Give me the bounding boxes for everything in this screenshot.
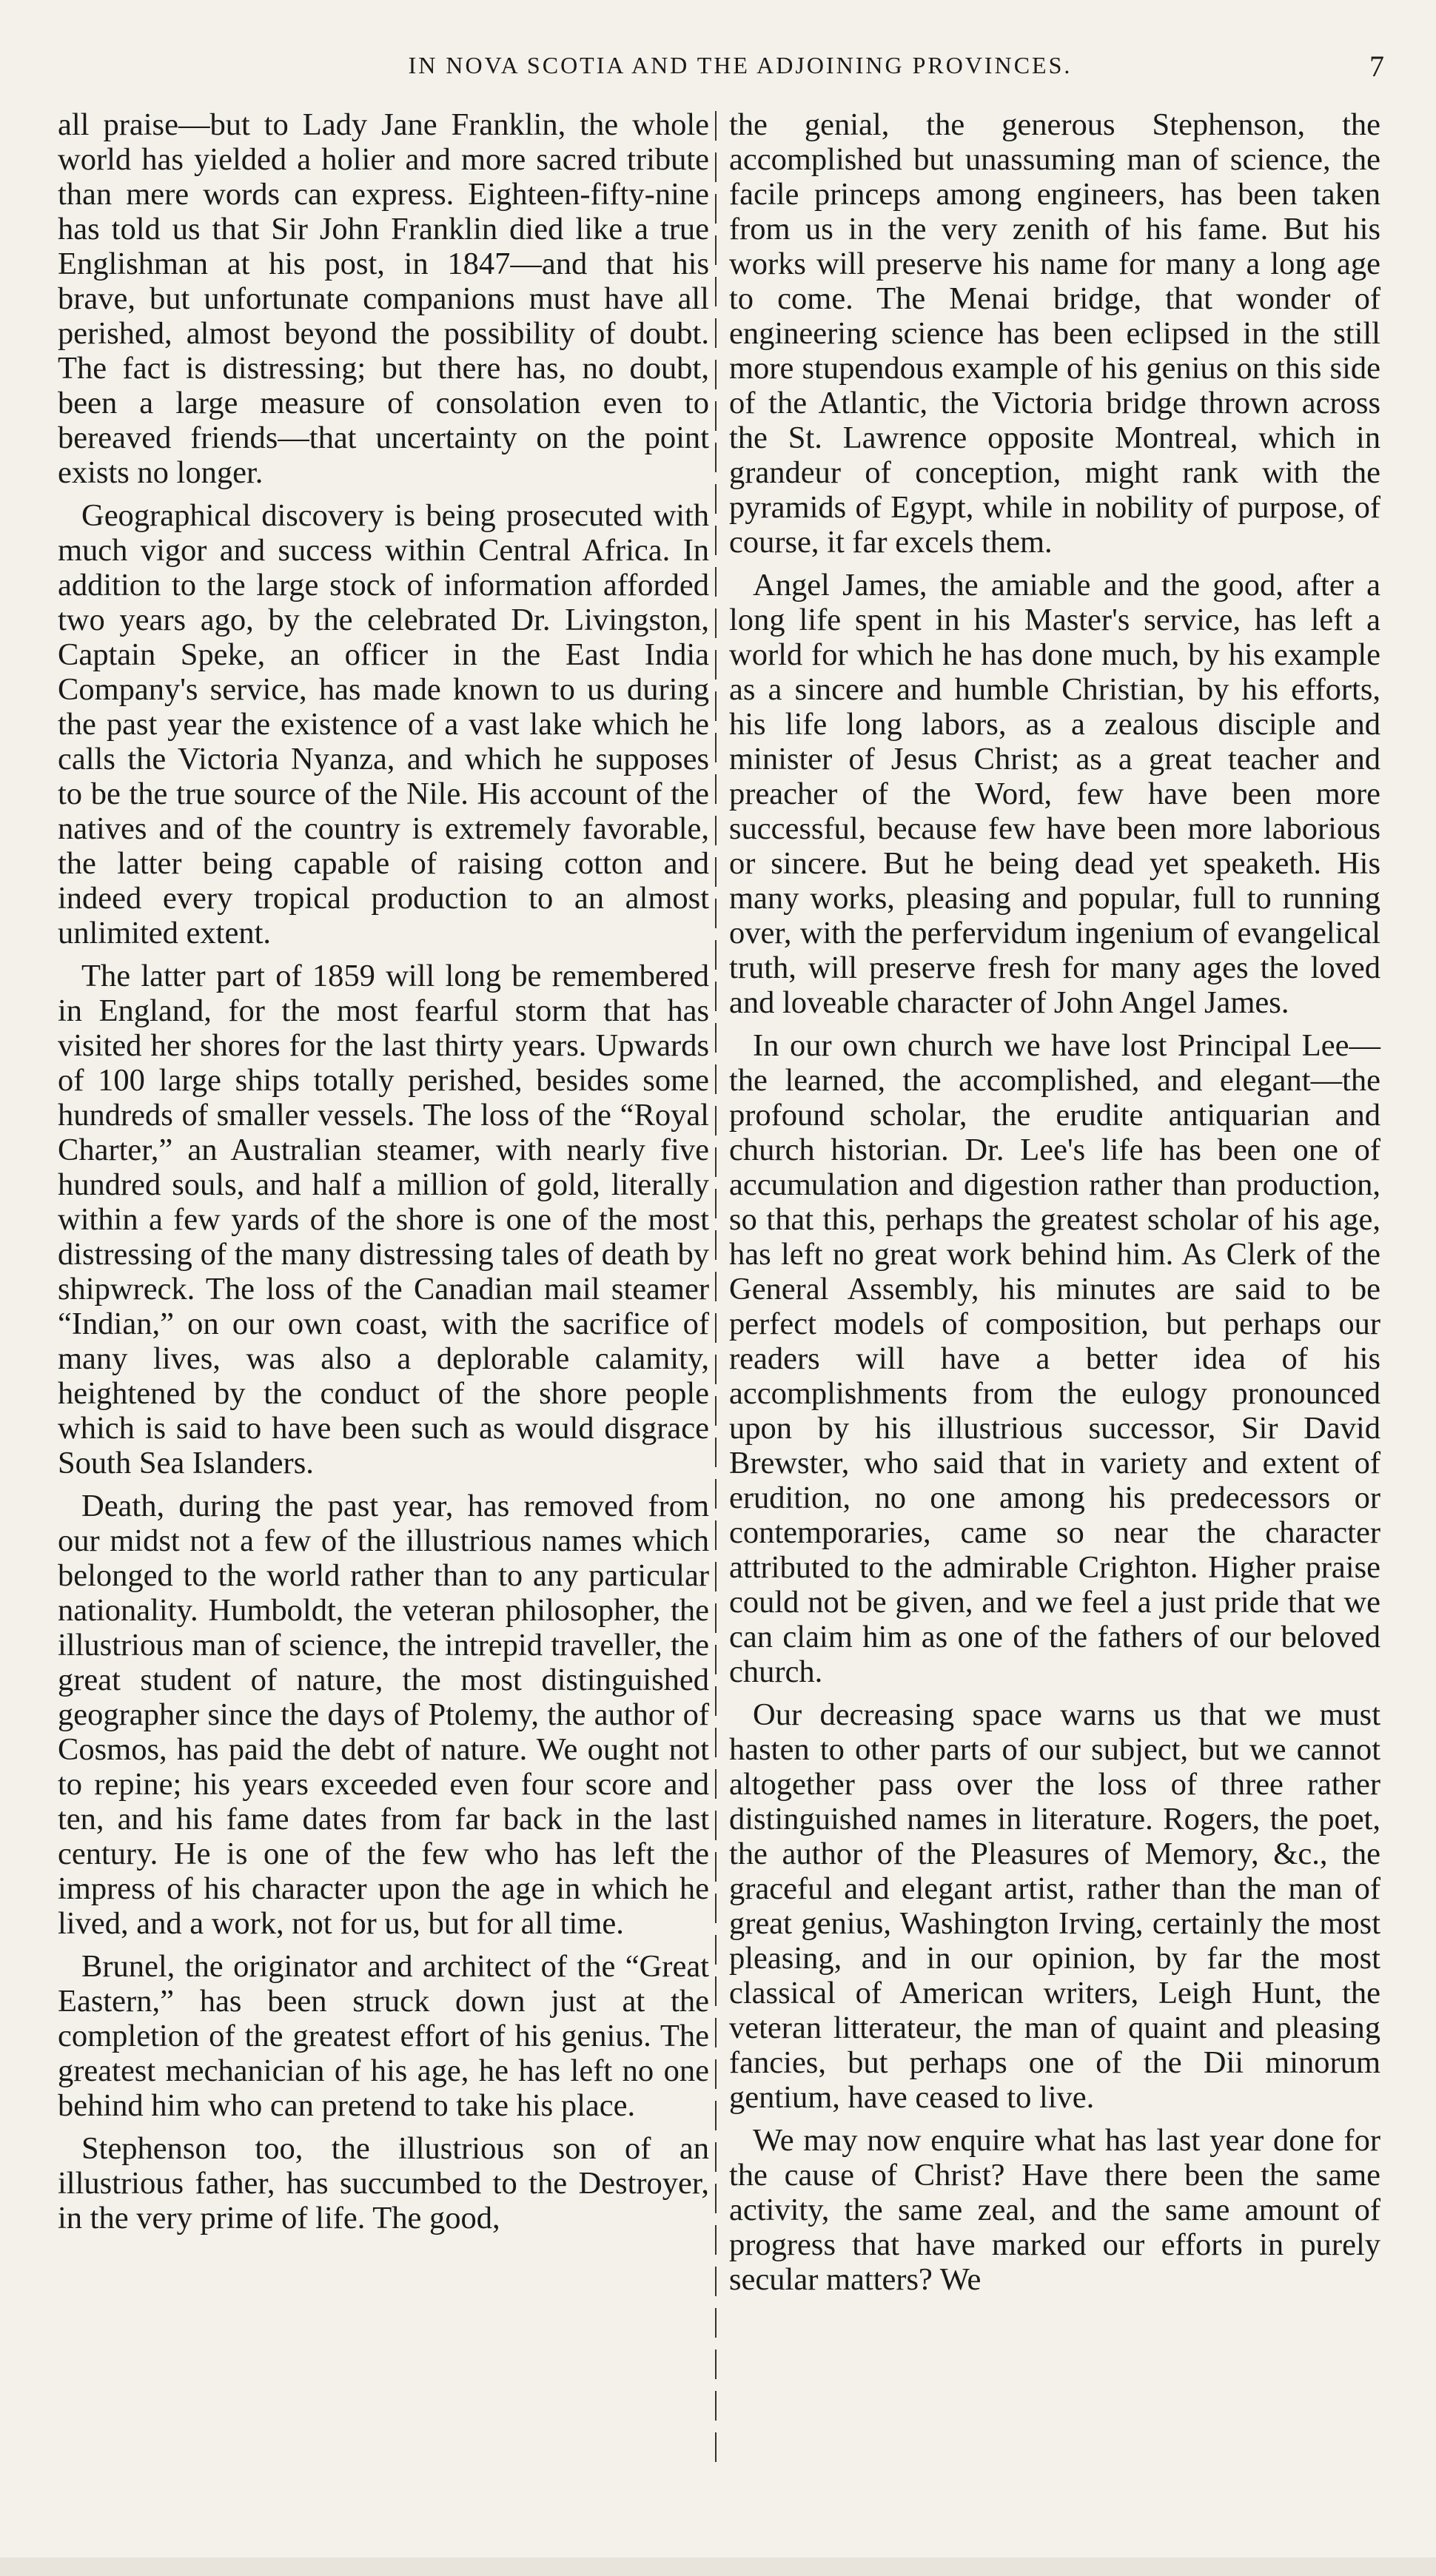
paragraph-angel-james: Angel James, the amiable and the good, after a long life spent in his Master's service, has left a world for which he has done much, by his example as a sincere and humble Christian, by his efforts, his life long labors, as a zealous disciple and minister of Jesus Christ; as a great teacher and preacher of the Word, few have been more successful, because few have been more laborious or sincere. But he being dead yet speaketh. His many works, pleasing and popular, full to running over, with the perfervidum ingenium of evangelical truth, will preserve fresh for many ages the loved and loveable character of John Angel James. xyxy=(729,568,1380,1020)
paragraph-africa: Geographical discovery is being prosecuted with much vigor and success within Central Africa. In addition to the large stock of information afforded two years ago, by the celebrated Dr. Livingston, Captain Speke, an officer in the East India Company's service, has made known to us during the past year the existence of a vast lake which he calls the Victoria Nyanza, and which he supposes to be the true source of the Nile. His account of the natives and of the country is extremely favorable, the latter being capable of raising cotton and indeed every tropical production to an almost unlimited extent. xyxy=(58,498,709,950)
paragraph-brunel: Brunel, the originator and architect of the “Great Eastern,” has been struck down just at the completion of the greatest effort of his genius. The greatest mechanician of his age, he has left no one behind him who can pretend to take his place. xyxy=(58,1949,709,2123)
column-divider xyxy=(715,111,717,2465)
bottom-margin xyxy=(0,2557,1436,2576)
paragraph-stephenson: Stephenson too, the illustrious son of an illustrious father, has succumbed to the Destroyer, in the very prime of life. The good, xyxy=(58,2131,709,2235)
paragraph-humboldt: Death, during the past year, has removed from our midst not a few of the illustrious names which belonged to the world rather than to any particular nationality. Humboldt, the veteran philosopher, the illustrious man of science, the intrepid traveller, the great student of nature, the most distinguished geographer since the days of Ptolemy, the author of Cosmos, has paid the debt of nature. We ought not to repine; his years exceeded even four score and ten, and his fame dates from far back in the last century. He is one of the few who has left the impress of his character upon the age in which he lived, and a work, not for us, but for all time. xyxy=(58,1489,709,1941)
paragraph-stephenson-cont: the genial, the generous Stephenson, the accomplished but unassuming man of science, the facile princeps among engineers, has been taken from us in the very zenith of his fame. But his works will preserve his name for many a long age to come. The Menai bridge, that wonder of engineering science has been eclipsed in the still more stupendous example of his genius on this side of the Atlantic, the Victoria bridge thrown across the St. Lawrence opposite Montreal, which in grandeur of conception, might rank with the pyramids of Egypt, while in nobility of purpose, of course, it far excels them. xyxy=(729,107,1380,560)
paragraph-literature: Our decreasing space warns us that we must hasten to other parts of our subject, but we cannot altogether pass over the loss of three rather distinguished names in literature. Rogers, the poet, the author of the Pleasures of Memory, &c., the graceful and elegant artist, rather than the man of great genius, Washington Irving, certainly the most pleasing, and in our opinion, by far the most classical of American writers, Leigh Hunt, the veteran litterateur, the man of quaint and pleasing fancies, but perhaps one of the Dii minorum gentium, have ceased to live. xyxy=(729,1697,1380,2115)
right-column xyxy=(729,107,1380,2305)
paragraph-principal-lee: In our own church we have lost Principal Lee—the learned, the accomplished, and elegant—the profound scholar, the erudite antiquarian and church historian. Dr. Lee's life has been one of accumulation and digestion rather than production, so that this, perhaps the greatest scholar of his age, has left no great work behind him. As Clerk of the General Assembly, his minutes are said to be perfect models of composition, but perhaps our readers will have a better idea of his accomplishments from the eulogy pronounced upon by his illustrious successor, Sir David Brewster, who said that in variety and extent of erudition, no one among his predecessors or contemporaries, came so near the character attributed to the admirable Crighton. Higher praise could not be given, and we feel a just pride that we can claim him as one of the fathers of our beloved church. xyxy=(729,1028,1380,1689)
paragraph-storm: The latter part of 1859 will long be remembered in England, for the most fearful storm that has visited her shores for the last thirty years. Upwards of 100 large ships totally perished, besides some hundreds of smaller vessels. The loss of the “Royal Charter,” an Australian steamer, with nearly five hundred souls, and half a million of gold, literally within a few yards of the shore is one of the most distressing of the many distressing tales of death by shipwreck. The loss of the Canadian mail steamer “Indian,” on our own coast, with the sacrifice of many lives, was also a deplorable calamity, heightened by the conduct of the shore people which is said to have been such as would disgrace South Sea Islanders. xyxy=(58,959,709,1480)
left-column xyxy=(58,107,709,2244)
running-head: IN NOVA SCOTIA AND THE ADJOINING PROVINCES. xyxy=(408,52,1073,78)
paragraph-cause-of-christ: We may now enquire what has last year done for the cause of Christ? Have there been the same activity, the same zeal, and the same amount of progress that have marked our efforts in purely secular matters? We xyxy=(729,2123,1380,2297)
paragraph-franklin: all praise—but to Lady Jane Franklin, the whole world has yielded a holier and more sacred tribute than mere words can express. Eighteen-fifty-nine has told us that Sir John Franklin died like a true Englishman at his post, in 1847—and that his brave, but unfortunate companions must have all perished, almost beyond the possibility of doubt. The fact is distressing; but there has, no doubt, been a large measure of consolation even to bereaved friends—that uncertainty on the point exists no longer. xyxy=(58,107,709,490)
page-number: 7 xyxy=(1369,50,1384,83)
